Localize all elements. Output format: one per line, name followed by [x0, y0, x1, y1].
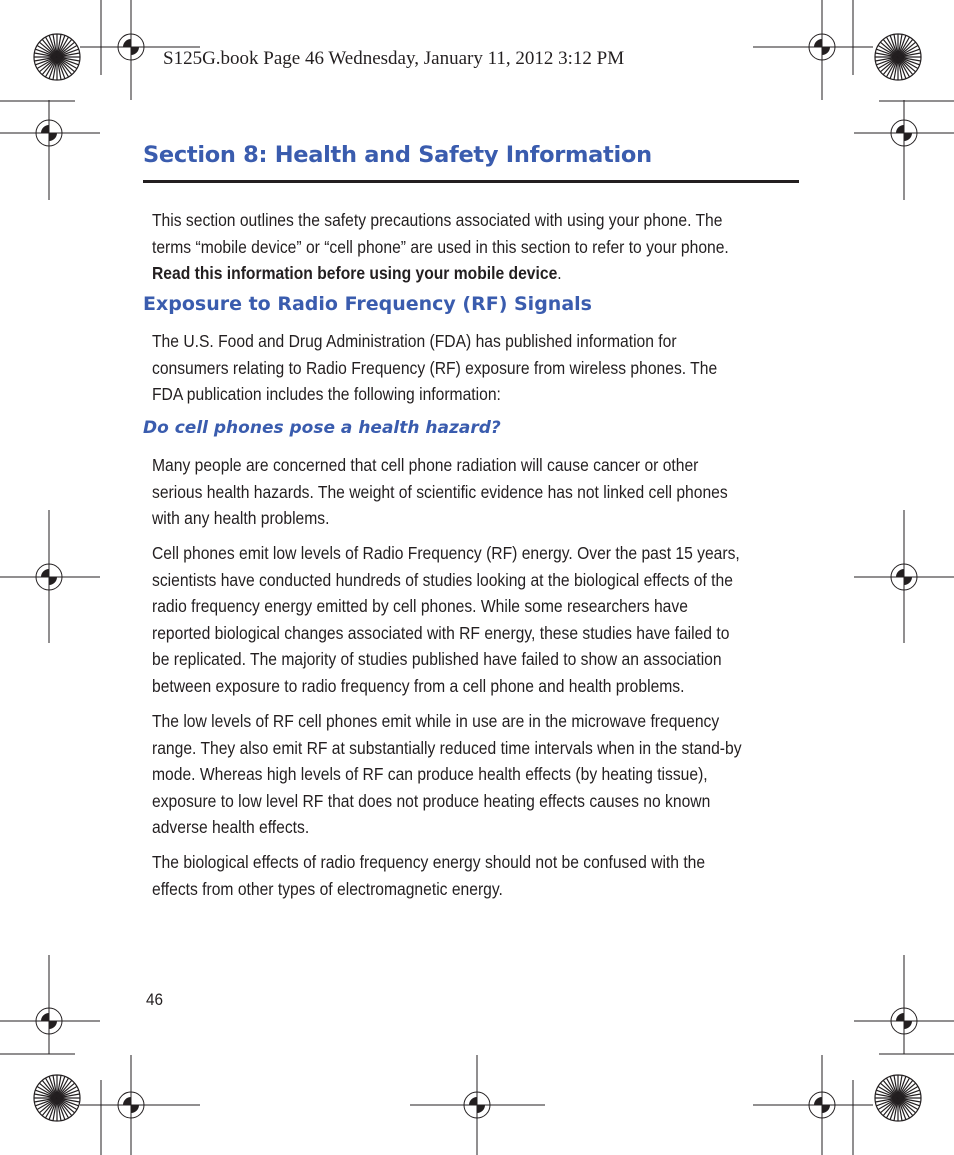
- subsection-intro-paragraph: The U.S. Food and Drug Administration (FDA) has published information for consumers relating to Radio Frequency (RF) exposure from wireless phones. The FDA publication includes the following information:: [152, 331, 718, 404]
- section-intro-paragraph: This section outlines the safety precautions associated with using your phone. The terms “mobile device” or “cell phone” are used in this section to refer to your phone. Read this information before using your mobile device.: [152, 210, 729, 283]
- registration-mark-top-right: [753, 0, 873, 100]
- starburst-target: [34, 1075, 80, 1121]
- body-paragraph: Many people are concerned that cell phone radiation will cause cancer or other serious health hazards. The weight of scientific evidence has not linked cell phones with any health problems.: [152, 455, 728, 528]
- body-paragraph: Cell phones emit low levels of Radio Frequency (RF) energy. Over the past 15 years, scientists have conducted hundreds of studies looking at the biological effects of the radio frequency energy emitted by cell phones. While some researchers have reported biological changes associated with RF energy, these studies have failed to be replicated. The majority of studies published have failed to show an association between exposure to radio frequency from a cell phone and health problems.: [152, 543, 740, 696]
- title-rule: [143, 180, 799, 183]
- starburst-target: [875, 34, 921, 80]
- registration-mark-left-lower: [0, 955, 100, 1054]
- registration-mark-left-middle: [0, 510, 100, 643]
- registration-mark-right-lower: [854, 955, 954, 1054]
- question-heading: Do cell phones pose a health hazard?: [143, 418, 501, 438]
- registration-mark-bottom-right: [753, 1055, 873, 1155]
- print-header: S125G.book Page 46 Wednesday, January 11, 2012 3:12 PM: [163, 48, 625, 69]
- starburst-target: [34, 34, 80, 80]
- registration-mark-left-upper: [0, 100, 100, 200]
- starburst-target: [875, 1075, 921, 1121]
- body-paragraph: The biological effects of radio frequency energy should not be confused with the effects from other types of electromagnetic energy.: [152, 852, 706, 899]
- registration-mark-right-upper: [854, 100, 954, 200]
- page-number: 46: [146, 990, 164, 1009]
- section-title: Section 8: Health and Safety Information: [143, 142, 652, 168]
- registration-mark-bottom-left: [80, 1055, 200, 1155]
- body-paragraph: The low levels of RF cell phones emit while in use are in the microwave frequency range. They also emit RF at substantially reduced time intervals when in the stand-by mode. Whereas high levels of RF can produce health effects (by heating tissue), exposure to low level RF that does not produce heating effects causes no known adverse health effects.: [152, 711, 742, 837]
- intro-bold-notice: Read this information before using your mobile device: [152, 263, 558, 283]
- subsection-title: Exposure to Radio Frequency (RF) Signals: [143, 293, 592, 315]
